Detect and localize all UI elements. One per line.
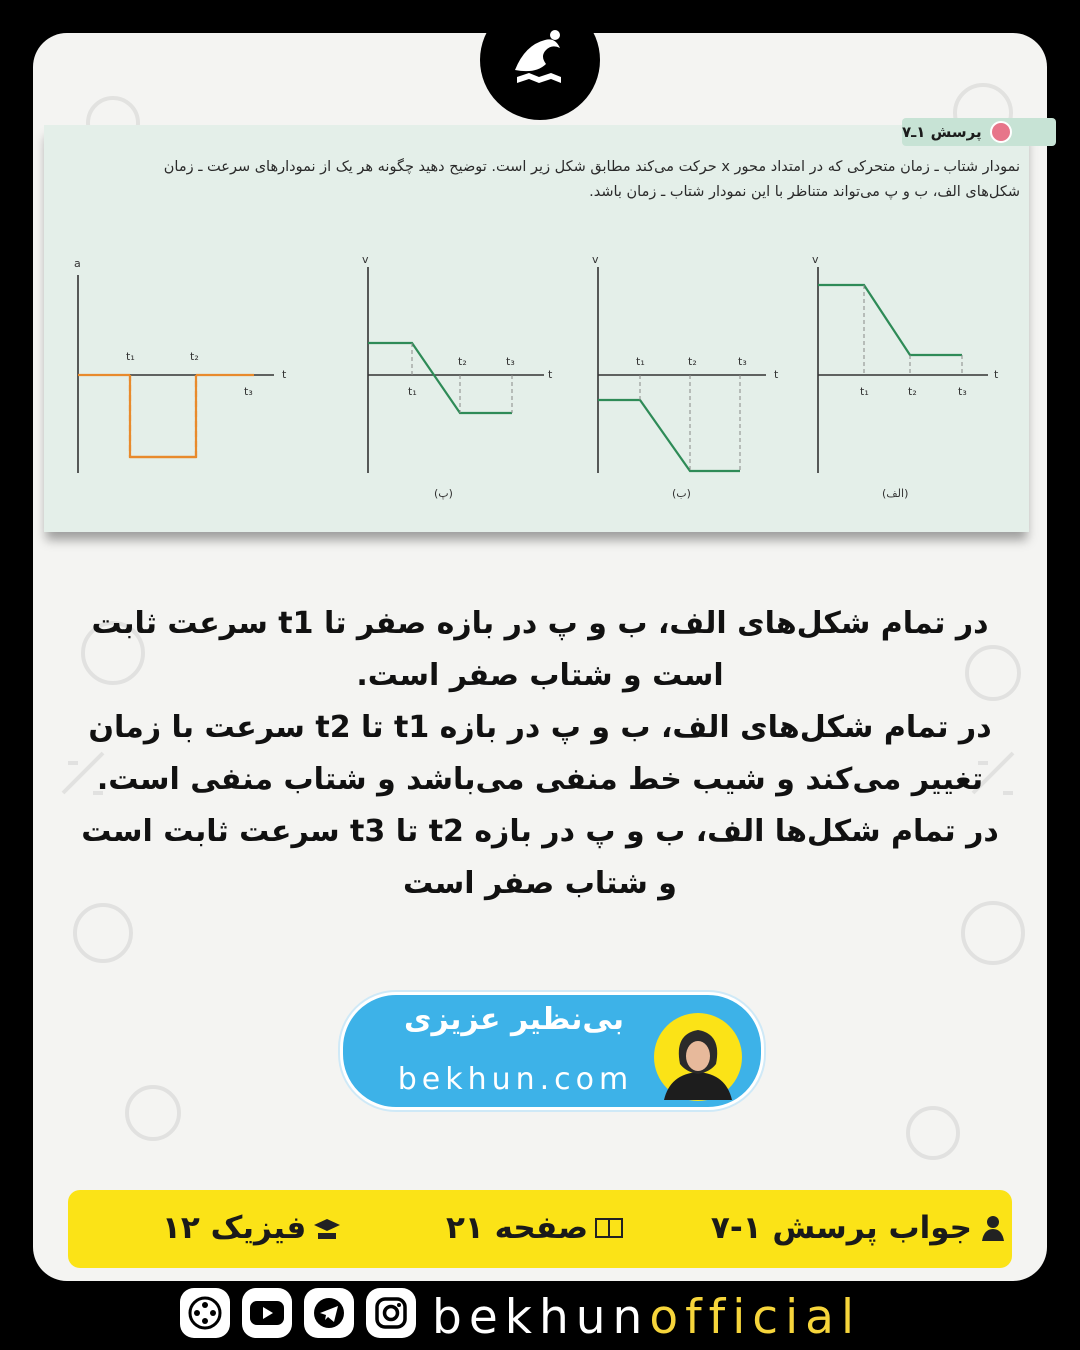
v-axis-label: v [592, 253, 599, 266]
info-page [446, 1208, 624, 1248]
t-axis-label: t [774, 368, 779, 381]
acceleration-time-graph [74, 257, 287, 473]
a-axis-label: a [74, 257, 81, 270]
info-question-label: جواب پرسش ۱-۷ [710, 1210, 972, 1246]
teacher-site-link[interactable]: bekhun.com [397, 1062, 634, 1097]
graduation-cap-icon [312, 1213, 342, 1243]
caption-b: (ب) [672, 487, 691, 500]
velocity-graph-alef [812, 253, 999, 500]
info-question [711, 1208, 1008, 1248]
answer-paragraph-1: در تمام شکل‌های الف، ب و پ در بازه صفر تا t1 سرعت ثابت است و شتاب صفر است. [91, 606, 989, 693]
t2-label: t₂ [190, 350, 199, 363]
info-subject-label: فیزیک ۱۲ [162, 1210, 307, 1246]
brand-handle-part2: official [649, 1290, 862, 1345]
v-axis-label: v [812, 253, 819, 266]
caption-alef: (الف) [882, 487, 909, 500]
t1-label: t₁ [636, 355, 645, 368]
caption-p: (پ) [434, 487, 453, 500]
t3-label: t₃ [958, 385, 967, 398]
film-icon[interactable] [180, 1288, 230, 1338]
t1-label: t₁ [408, 385, 417, 398]
book-icon [594, 1213, 624, 1243]
v-axis-label: v [362, 253, 369, 266]
answer-paragraph-3: در تمام شکل‌ها الف، ب و پ در بازه t2 تا t3 سرعت ثابت است و شتاب صفر است [81, 814, 999, 901]
t3-label: t₃ [506, 355, 515, 368]
brand-handle[interactable] [432, 1290, 861, 1346]
teacher-avatar [646, 1012, 750, 1102]
t-axis-label: t [282, 368, 287, 381]
t3-label: t₃ [738, 355, 747, 368]
telegram-icon[interactable] [304, 1288, 354, 1338]
t-axis-label: t [548, 368, 553, 381]
teacher-icon [978, 1213, 1008, 1243]
velocity-graph-p [362, 253, 553, 500]
info-subject [162, 1208, 342, 1248]
t1-label: t₁ [126, 350, 135, 363]
t2-label: t₂ [458, 355, 467, 368]
t1-label: t₁ [860, 385, 869, 398]
question-tag [902, 118, 1056, 146]
t2-label: t₂ [688, 355, 697, 368]
instagram-icon[interactable] [366, 1288, 416, 1338]
brand-logo [480, 0, 600, 120]
youtube-icon[interactable] [242, 1288, 292, 1338]
t-axis-label: t [994, 368, 999, 381]
teacher-name: بی‌نظیر عزیزی [403, 1002, 625, 1037]
social-links [180, 1288, 416, 1338]
answer-text [80, 598, 1000, 910]
info-page-label: صفحه ۲۱ [446, 1210, 589, 1246]
t3-label: t₃ [244, 385, 253, 398]
question-text: نمودار شتاب ـ زمان متحرکی که در امتداد محور x حرکت می‌کند مطابق شکل زیر است. توضیح دهید چگونه هر یک از نمودارهای سرعت ـ زمان شکل‌های الف، ب و پ می‌تواند متناظر با این نمودار شتاب ـ زمان باشد. [163, 159, 1020, 200]
question-tag-label: پرسش ۱ـ۷ [902, 123, 982, 141]
motion-graphs [44, 245, 1029, 520]
question-bullet-icon [990, 121, 1012, 143]
brand-handle-part1: bekhun [432, 1290, 650, 1345]
answer-paragraph-2: در تمام شکل‌های الف، ب و پ در بازه t1 تا t2 سرعت با زمان تغییر می‌کند و شیب خط منفی می‌باشد و شتاب منفی است. [88, 710, 992, 797]
velocity-graph-b [592, 253, 779, 500]
logo-icon [495, 15, 585, 105]
t2-label: t₂ [908, 385, 917, 398]
